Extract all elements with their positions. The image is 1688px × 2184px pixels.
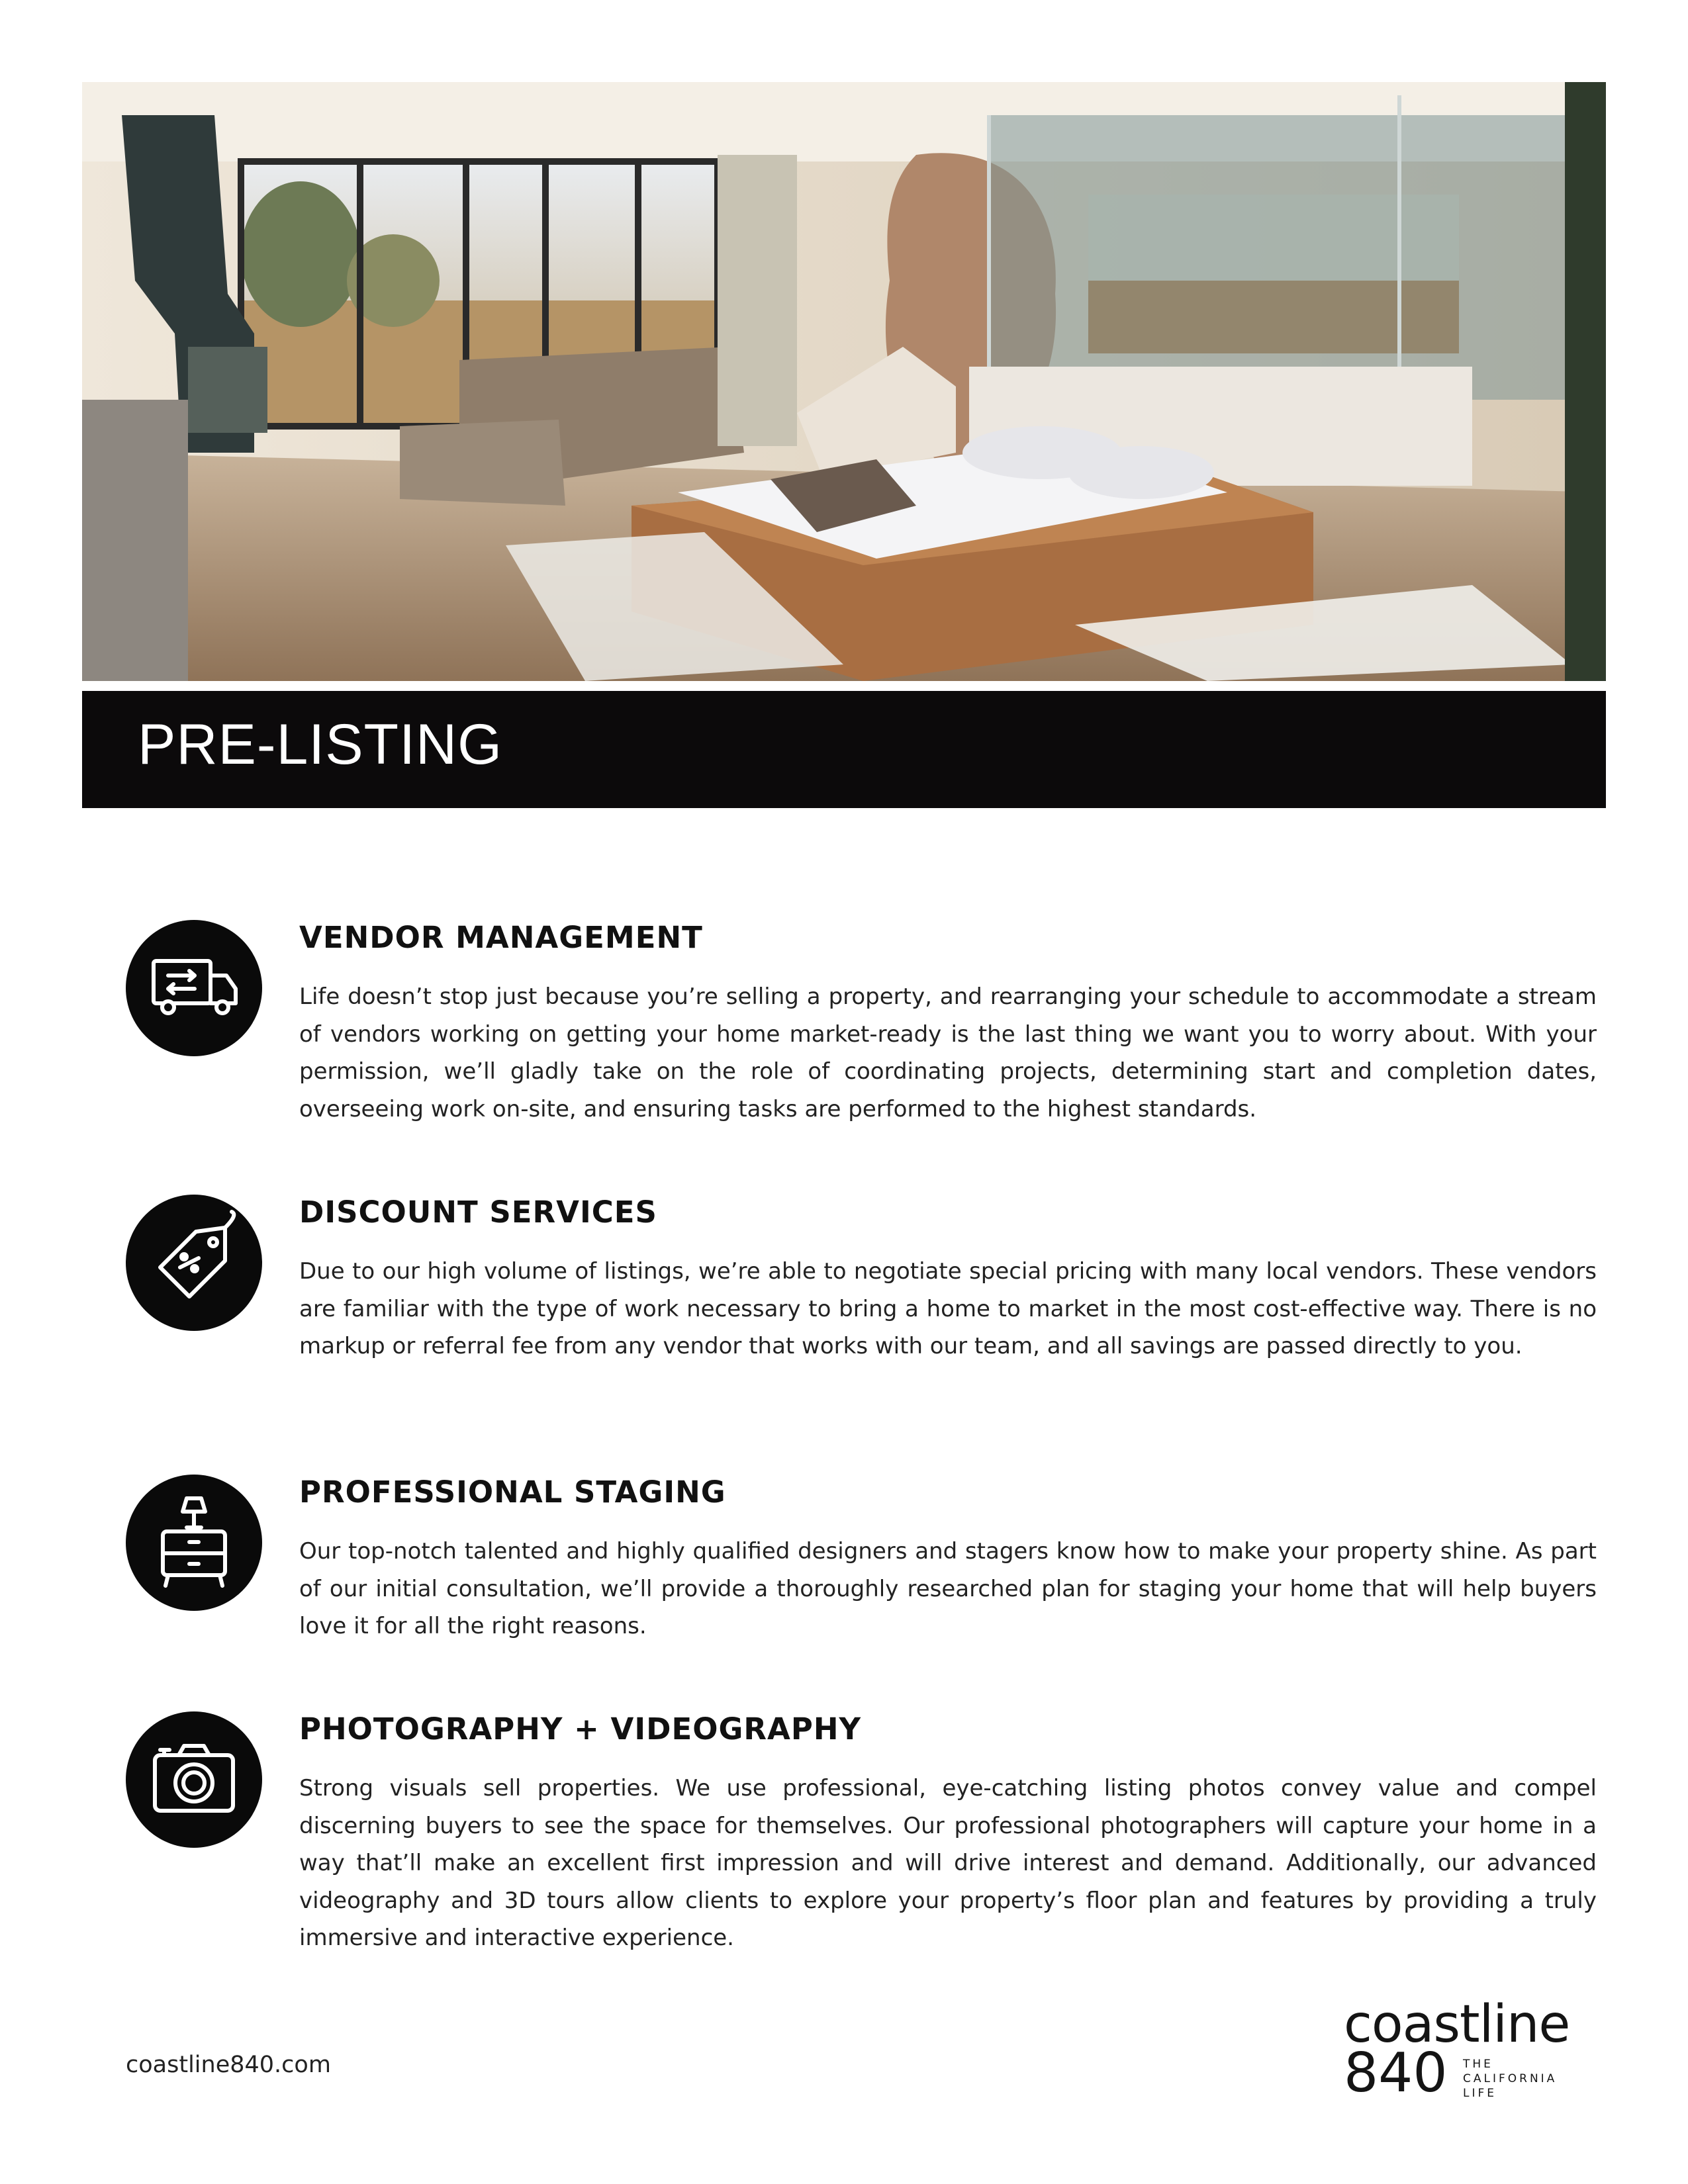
section-banner — [82, 691, 1606, 808]
logo-tagline-line: CALIFORNIA — [1463, 2072, 1558, 2085]
banner-title: PRE-LISTING — [138, 713, 502, 776]
logo-wordmark: coastline — [1344, 1995, 1570, 2054]
section-body: Life doesn’t stop just because you’re selling a property, and rearranging your schedule to accommodate a stream of vendors working on getting your home market-ready is the last thing we want you to worry about. With your permission, we’ll gladly take on the role of coordinating projects, determining start and completion dates, overseeing work on-site, and ensuring tasks are performed to the highest standards. — [299, 983, 1597, 1122]
section-body: Due to our high volume of listings, we’re able to negotiate special pricing with many local vendors. These vendors are familiar with the type of work necessary to bring a home to market in the most cost-effective way. There is no markup or referral fee from any vendor that works with our team, and all savings are passed directly to you. — [299, 1258, 1597, 1359]
footer-website-link[interactable]: coastline840.com — [126, 2052, 331, 2078]
section-title: VENDOR MANAGEMENT — [299, 920, 703, 955]
moving-truck-icon — [126, 920, 262, 1056]
section-title: DISCOUNT SERVICES — [299, 1195, 657, 1230]
coastline-logo — [1344, 1995, 1570, 2105]
discount-tag-icon — [126, 1195, 262, 1331]
section-title: PROFESSIONAL STAGING — [299, 1475, 726, 1510]
logo-tagline — [1463, 2057, 1562, 2101]
interior-illustration — [82, 82, 1606, 681]
hero-photo — [82, 82, 1606, 681]
section-body: Strong visuals sell properties. We use professional, eye-catching listing photos convey value and compel discerning buyers to see the space for themselves. Our professional photographers will capture your home in a way that’ll make an excellent first impression and will drive interest and demand. Additionally, our advanced videography and 3D tours allow clients to explore your property’s floor plan and features by providing a truly immersive and interactive experience. — [299, 1775, 1597, 1951]
lamp-nightstand-icon — [126, 1475, 262, 1611]
logo-tagline-line: THE — [1463, 2058, 1493, 2071]
section-title: PHOTOGRAPHY + VIDEOGRAPHY — [299, 1711, 862, 1747]
logo-tagline-line: LIFE — [1463, 2087, 1497, 2100]
camera-icon — [126, 1711, 262, 1848]
section-body: Our top-notch talented and highly qualified designers and stagers know how to make your property shine. As part of our initial consultation, we’ll provide a thoroughly researched plan for staging your home that will help buyers love it for all the right reasons. — [299, 1538, 1597, 1639]
logo-number: 840 — [1344, 2042, 1448, 2105]
